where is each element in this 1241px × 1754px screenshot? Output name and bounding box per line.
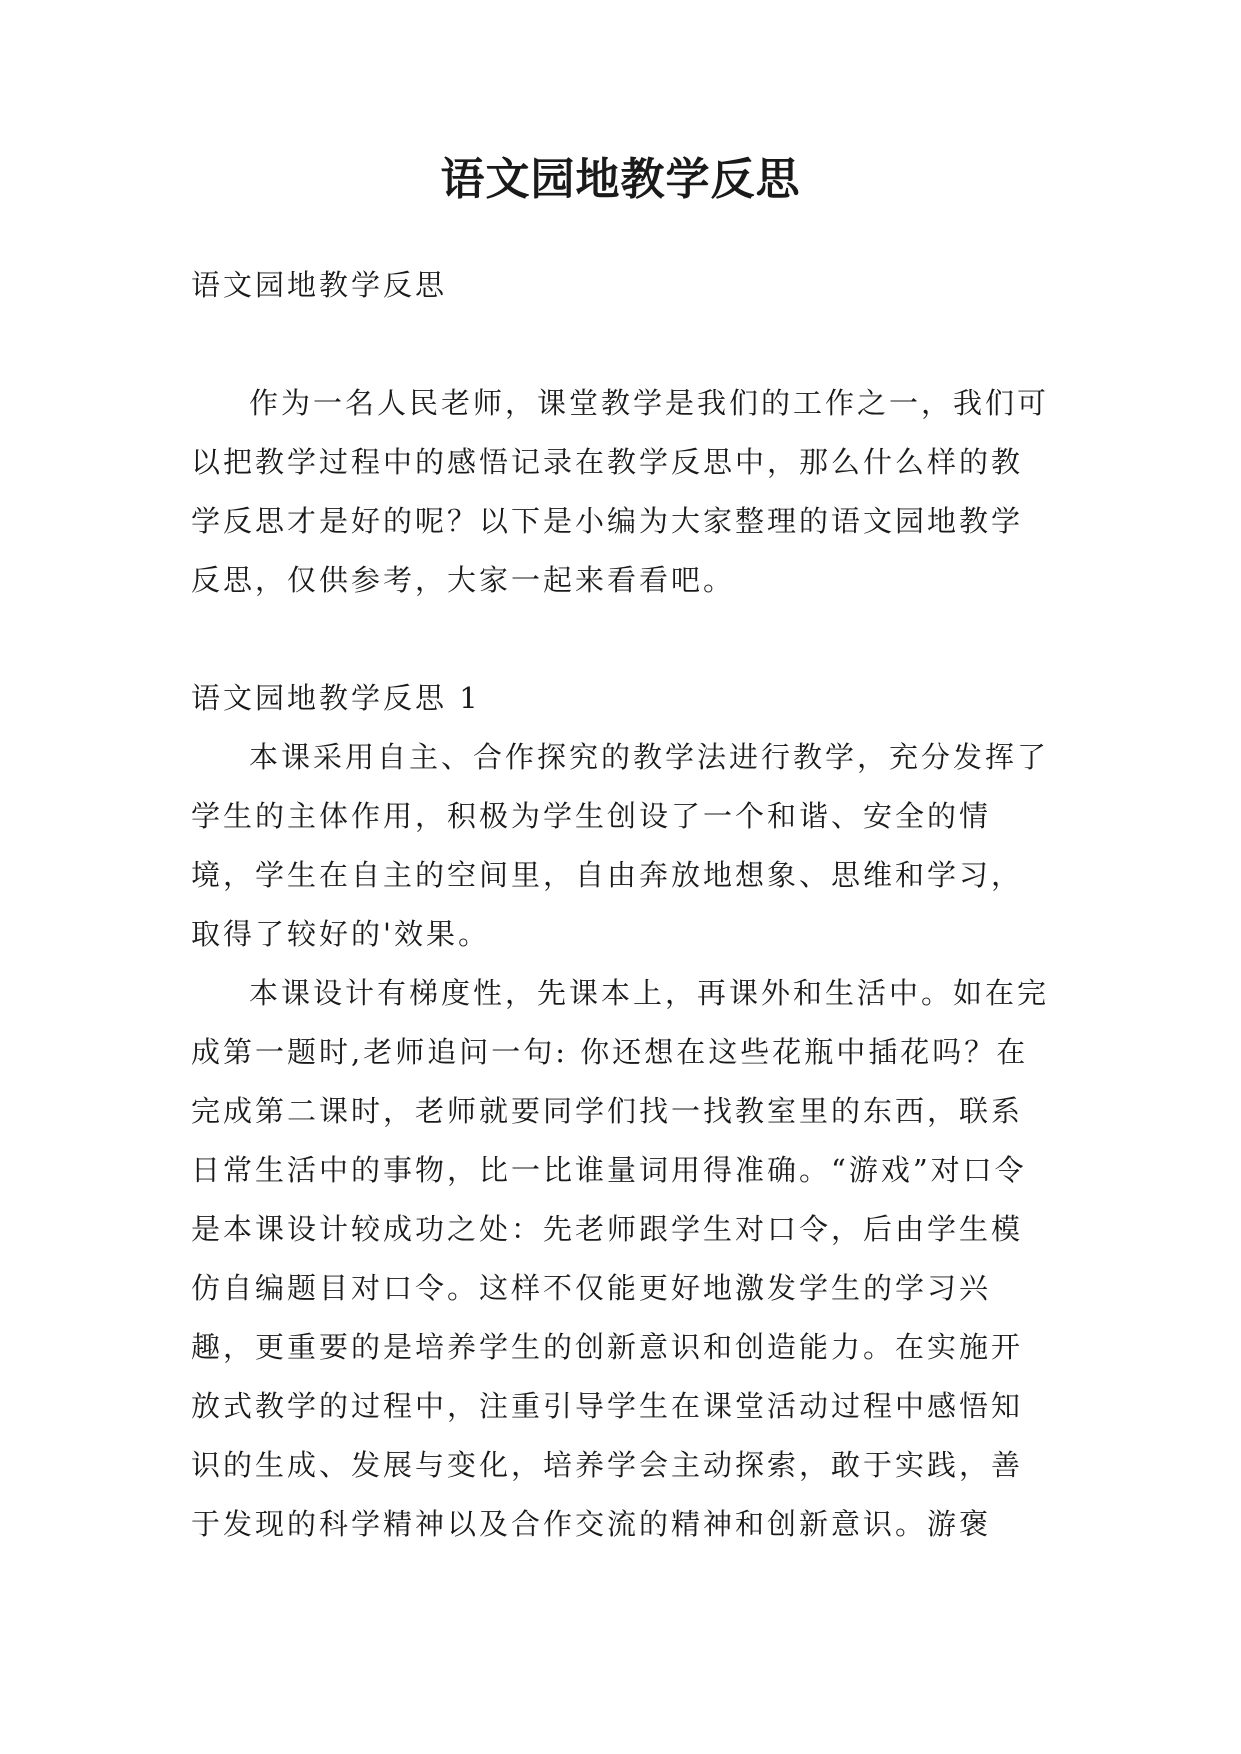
document-subtitle: 语文园地教学反思 (191, 268, 448, 302)
section-heading: 语文园地教学反思 1 (191, 681, 481, 715)
section-spacer (191, 610, 1053, 669)
document-body (191, 256, 1053, 1554)
intro-paragraph: 作为一名人民老师，课堂教学是我们的工作之一，我们可以把教学过程中的感悟记录在教学反思中，那么什么样的教学反思才是好的呢？以下是小编为大家整理的语文园地教学反思，仅供参考，大家一起来看看吧。 (191, 386, 1050, 597)
body-paragraph: 本课采用自主、合作探究的教学法进行教学，充分发挥了学生的主体作用，积极为学生创设了一个和谐、安全的情境，学生在自主的空间里，自由奔放地想象、思维和学习，取得了较好的'效果。 (191, 740, 1050, 951)
body-paragraph: 本课设计有梯度性，先课本上，再课外和生活中。如在完成第一题时,老师追问一句: 你还想在这些花瓶中插花吗？在完成第二课时，老师就要同学们找一找教室里的东西，联系日常生活中的事物，比一比谁量词用得准确。“游戏”对口令是本课设计较成功之处：先老师跟学生对口令，后由学生模仿自编题目对口令。这样不仅能更好地激发学生的学习兴趣，更重要的是培养学生的创新意识和创造能力。在实施开放式教学的过程中，注重引导学生在课堂活动过程中感悟知识的生成、发展与变化，培养学会主动探索，敢于实践，善于发现的科学精神以及合作交流的精神和创新意识。游褒 (191, 976, 1050, 1541)
document-title: 语文园地教学反思 (440, 154, 801, 205)
